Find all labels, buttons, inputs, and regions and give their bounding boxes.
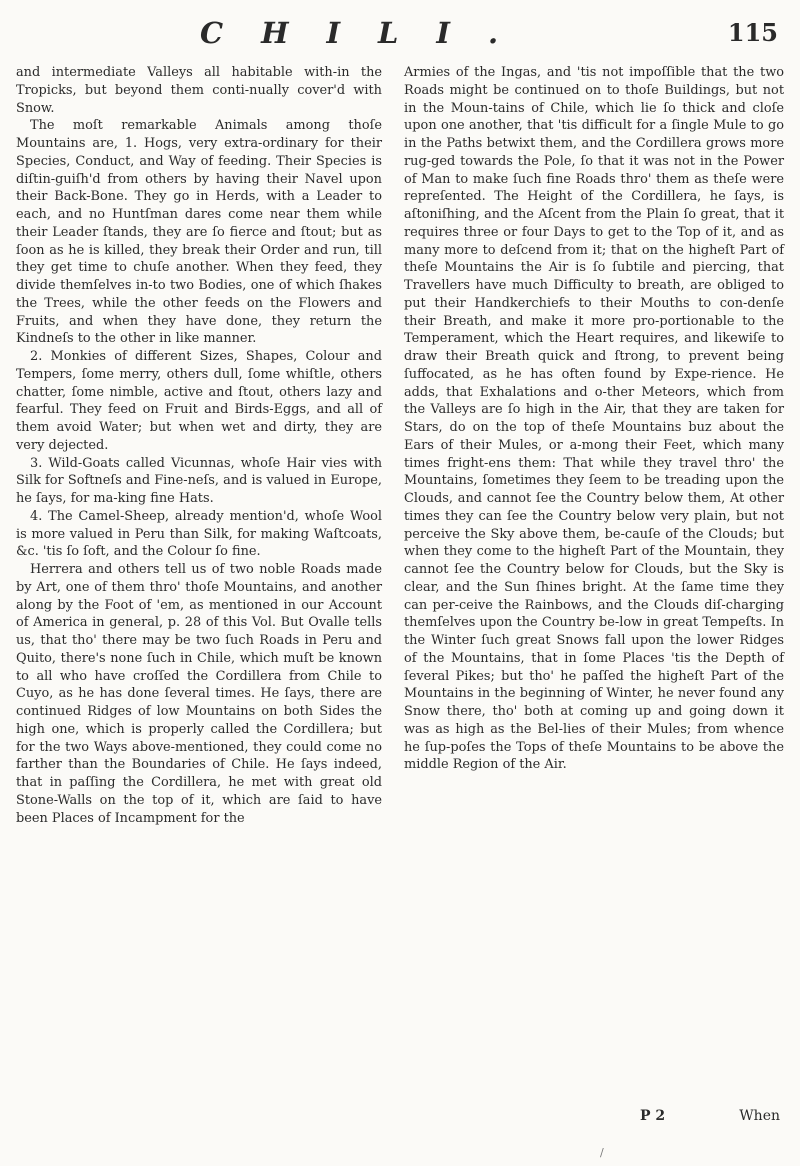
signature-mark: P 2 bbox=[640, 1108, 666, 1124]
page-number: 115 bbox=[727, 18, 778, 47]
paragraph: 2. Monkies of different Sizes, Shapes, Colour and Tempers, ſome merry, others dull, ſome whiſtle, others chatter, ſome nimble, active and ſtout, others lazy and fearful. They feed on Fruit and Birds-Eggs, and all of them avoid Water; but when wet and dirty, they are very dejected. bbox=[16, 349, 382, 453]
left-column bbox=[16, 64, 382, 827]
right-column bbox=[404, 64, 784, 774]
paragraph: Herrera and others tell us of two noble Roads made by Art, one of them thro' thoſe Mountains, and another along by the Foot of 'em, as mentioned in our Account of America in general, p. 28 of this Vol. But Ovalle tells us, that tho' there may be two ſuch Roads in Peru and Quito, there's none ſuch in Chile, which muſt be known to all who have croſſed the Cordillera from Chile to Cuyo, as he has done ſeveral times. He ſays, there are continued Ridges of low Mountains on both Sides the high one, which is properly called the Cordillera; but for the two Ways above-mentioned, they could come no farther than the Boundaries of Chile. He ſays indeed, that in paſſing the Cordillera, he met with great old Stone-Walls on the top of it, which are ſaid to have been Places of Incampment for the bbox=[16, 562, 382, 826]
running-title: CHILI. bbox=[200, 16, 537, 50]
paragraph: 3. Wild-Goats called Vicunnas, whoſe Hair vies with Silk for Softneſs and Fine-neſs, and is valued in Europe, he ſays, for ma-king fine Hats. bbox=[16, 455, 382, 506]
paragraph: Armies of the Ingas, and 'tis not impoſſible that the two Roads might be continued on to thoſe Buildings, but not in the Moun-tains of Chile, which lie ſo thick and cloſe upon one another, that 'tis difficult for a ſingle Mule to go in the Paths betwixt them, and the Cordillera grows more rug-ged towards the Pole, ſo that it was not in the Power of Man to make ſuch fine Roads thro' them as theſe were repreſented. The Height of the Cordillera, he ſays, is aſtoniſhing, and the Aſcent from the Plain ſo great, that it requires three or four Days to get to the Top of it, and as many more to deſcend from it; that on the higheſt Part of theſe Mountains the Air is ſo ſubtile and piercing, that Travellers have much Difficulty to breath, are obliged to put their Handkerchiefs to their Mouths to con-denſe their Breath, and make it more pro-portionable to the Temperament, which the Heart requires, and likewiſe to draw their Breath quick and ſtrong, to prevent being ſuffocated, as he has often found by Expe-rience. He adds, that Exhalations and o-ther Meteors, which from the Valleys are ſo high in the Air, that they are taken for Stars, do on the top of theſe Mountains buz about the Ears of their Mules, or a-mong their Feet, which many times fright-ens them: That while they travel thro' the Mountains, ſometimes they ſeem to be treading upon the Clouds, and cannot ſee the Country below them, At other times they can ſee the Country below very plain, but not perceive the Sky above them, be-cauſe of the Clouds; but when they come to the higheſt Part of the Mountain, they cannot ſee the Country below for Clouds, but the Sky is clear, and the Sun ſhines bright. At the ſame time they can per-ceive the Rainbows, and the Clouds diſ-charging themſelves upon the Country be-low in great Tempeſts. In the Winter ſuch great Snows fall upon the lower Ridges of the Mountains, that in ſome Places 'tis the Depth of ſeveral Pikes; but tho' he paſſed the higheſt Part of the Mountains in the beginning of Winter, he never found any Snow there, tho' both at coming up and going down it was as high as the Bel-lies of their Mules; from whence he ſup-poſes the Tops of theſe Mountains to be above the middle Region of the Air. bbox=[404, 65, 784, 773]
paragraph: and intermediate Valleys all habitable with-in the Tropicks, but beyond them conti-nually cover'd with Snow. bbox=[16, 65, 382, 116]
stray-mark: / bbox=[600, 1146, 604, 1159]
paragraph: 4. The Camel-Sheep, already mention'd, whoſe Wool is more valued in Peru than Silk, for making Waſtcoats, &c. 'tis ſo ſoft, and the Colour ſo fine. bbox=[16, 508, 382, 560]
paragraph: The moſt remarkable Animals among thoſe Mountains are, 1. Hogs, very extra-ordinary for their Species, Conduct, and Way of feeding. Their Species is diſtin-guiſh'd from others by having their Navel upon their Back-Bone. They go in Herds, with a Leader to each, and no Huntſman dares come near them while their Leader ſtands, they are ſo fierce and ſtout; but as ſoon as he is killed, they break their Order and run, till they get time to chuſe another. When they feed, they divide themſelves in-to two Bodies, one of which ſhakes the Trees, while the other feeds on the Flowers and Fruits, and when they have done, they return the Kindneſs to the other in like manner. bbox=[16, 118, 382, 347]
page-header bbox=[0, 12, 800, 58]
catchword: When bbox=[739, 1108, 780, 1124]
